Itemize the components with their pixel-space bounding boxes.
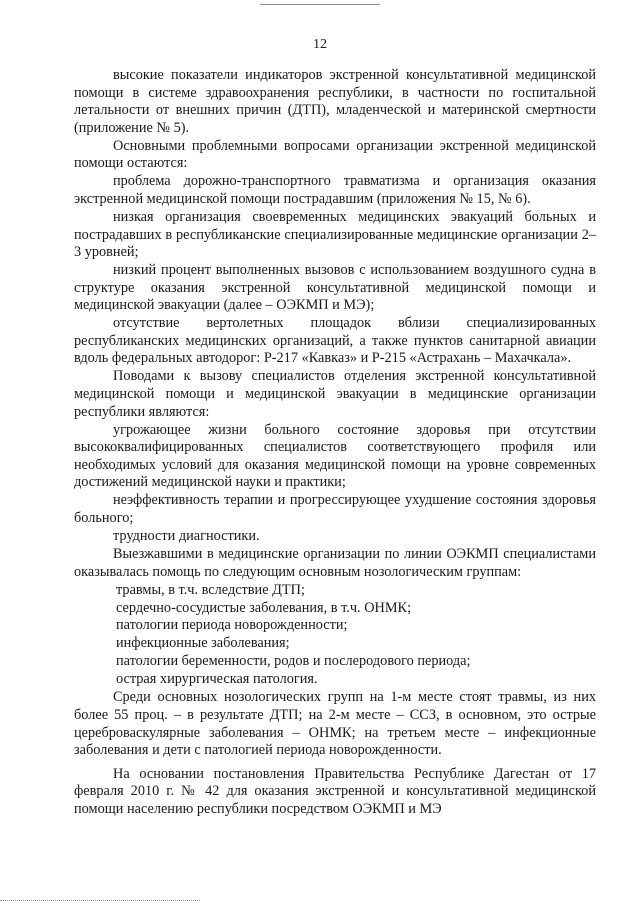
list-item: патологии периода новорожденности;	[116, 617, 348, 634]
scan-top-mark	[260, 0, 380, 5]
list-item: травмы, в т.ч. вследствие ДТП;	[116, 581, 305, 598]
page-number: 12	[313, 37, 327, 52]
paragraph: низкий процент выполненных вызовов с использованием воздушного судна в структуре оказания экстренной консультативной медицинской помощи и медицинской эвакуации (далее – ОЭКМП и МЭ);	[74, 262, 596, 314]
list-item: патологии беременности, родов и послеродового периода;	[116, 653, 471, 670]
paragraph: низкая организация своевременных медицинских эвакуаций больных и пострадавших в республиканские специализированные медицинские организации 2–3 уровней;	[74, 208, 596, 261]
paragraph: отсутствие вертолетных площадок вблизи специализированных республиканских медицинских организаций, а также пунктов санитарной авиации вдоль федеральных автодорог: Р-217 «Кавказ» и Р-215 «Астрахань – Махачкала».	[74, 315, 596, 367]
paragraph: неэффективность терапии и прогрессирующее ухудшение состояния здоровья больного;	[74, 492, 596, 526]
paragraph: трудности диагностики.	[113, 527, 260, 544]
paragraph: Основными проблемными вопросами организации экстренной медицинской помощи остаются:	[74, 137, 596, 172]
list-item: инфекционные заболевания;	[116, 635, 290, 652]
list-item: сердечно-сосудистые заболевания, в т.ч. ОНМК;	[116, 599, 412, 616]
list-item: острая хирургическая патология.	[116, 671, 318, 688]
paragraph: На основании постановления Правительства Республике Дагестан от 17 февраля 2010 г. № 42 для оказания экстренной и консультативной медицинской помощи населению республики посредством ОЭКМП и МЭ	[74, 765, 596, 817]
paragraph: Поводами к вызову специалистов отделения экстренной консультативной медицинской помощи и медицинской эвакуации в медицинские организации республики являются:	[74, 368, 596, 420]
paragraph: Среди основных нозологических групп на 1-м месте стоят травмы, из них более 55 проц. – в результате ДТП; на 2-м месте – ССЗ, в основном, это острые цереброваскулярные заболевания – ОНМК; на третьем месте – инфекционные заболевания и дети с патологией периода новорожденности.	[74, 689, 596, 759]
paragraph: Выезжавшими в медицинские организации по линии ОЭКМП специалистами оказывалась помощь по следующим основным нозологическим группам:	[74, 545, 596, 580]
document-body	[74, 67, 596, 819]
paragraph: проблема дорожно-транспортного травматизма и организация оказания экстренной медицинской помощи пострадавшим (приложения № 15, № 6).	[74, 173, 596, 207]
scan-bottom-rule	[0, 900, 200, 901]
paragraph: угрожающее жизни больного состояние здоровья при отсутствии высококвалифицированных специалистов соответствующего профиля или необходимых условий для оказания медицинской помощи на уровне современных достижений медицинской науки и практики;	[74, 421, 596, 491]
paragraph: высокие показатели индикаторов экстренной консультативной медицинской помощи в системе здравоохранения республики, в частности по госпитальной летальности от внешних причин (ДТП), младенческой и материнской смертности (приложение № 5).	[74, 67, 596, 136]
